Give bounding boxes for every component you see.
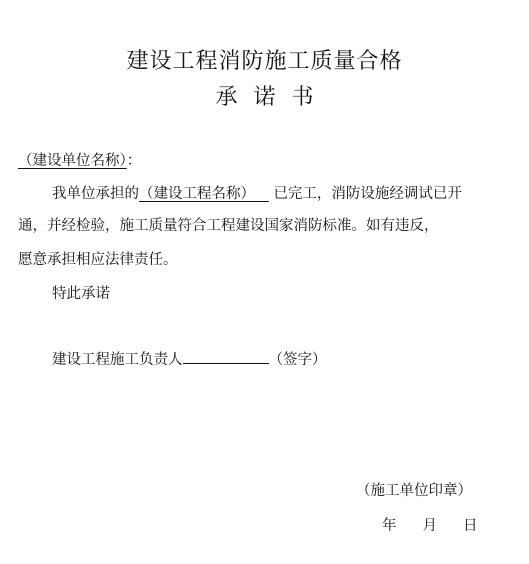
p1-after: 已完工，消防设施经调试已开 <box>273 186 462 202</box>
p1-before: 我单位承担的 <box>52 186 139 202</box>
body-paragraph-line2: 通，并经检验，施工质量符合工程建设国家消防标准。如有违反， <box>18 218 439 234</box>
date-day: 日 <box>463 518 478 534</box>
seal-label: （施工单位印章） <box>356 483 472 499</box>
document-title-line2: 承诺书 <box>215 85 330 110</box>
body-paragraph-line1 <box>52 184 462 204</box>
addressee-line <box>18 151 141 171</box>
signature-blank[interactable] <box>183 349 269 364</box>
signer-label: 建设工程施工负责人 <box>52 352 183 368</box>
date-line <box>382 516 478 536</box>
commitment-statement: 特此承诺 <box>52 286 110 302</box>
addressee-placeholder: （建设单位名称） <box>18 153 127 169</box>
date-year: 年 <box>382 518 397 534</box>
project-name-placeholder: （建设工程名称） <box>139 186 255 202</box>
signer-line <box>52 349 327 370</box>
document-title-line1: 建设工程消防施工质量合格 <box>126 49 403 74</box>
addressee-colon: ： <box>126 153 142 169</box>
signature-note: （签字） <box>268 352 327 368</box>
body-paragraph-line3: 愿意承担相应法律责任。 <box>18 252 178 268</box>
date-month: 月 <box>422 518 437 534</box>
